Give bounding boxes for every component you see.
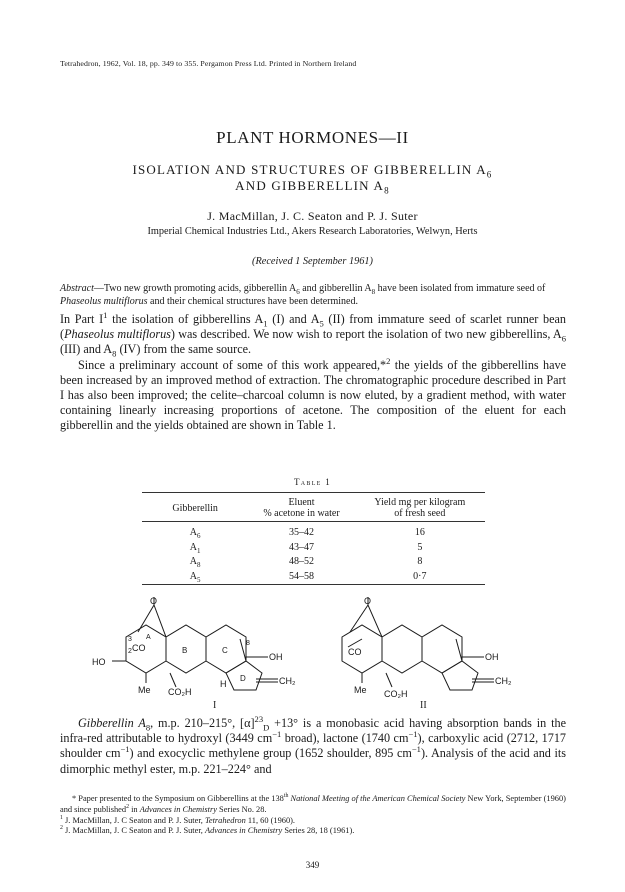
atom-O: O <box>150 596 158 606</box>
abstract-text: —Two new growth promoting acids, gibberellin A <box>93 283 297 294</box>
article-subtitle-line1 <box>0 162 625 178</box>
gib: A <box>189 556 198 567</box>
sup: −1 <box>272 729 282 740</box>
atom-CO2H: CO₂H <box>384 689 408 699</box>
text: Since a preliminary account of some of this work appeared,* <box>78 357 387 372</box>
text: broad), lactone (1740 cm <box>281 731 409 746</box>
text: (I) and A <box>267 312 320 326</box>
footnote-number: 2 <box>60 825 63 832</box>
footnote-1 <box>60 816 566 827</box>
ring-num-3: 3 <box>128 636 132 643</box>
atom-H: H <box>220 679 227 689</box>
text: in <box>129 804 140 814</box>
table-label-text: Table 1 <box>293 477 331 487</box>
atom-CH2: CH₂ <box>495 676 512 686</box>
structure-II-labels <box>348 596 512 699</box>
received-date: (Received 1 September 1961) <box>252 256 373 267</box>
cell-eluent: 43–47 <box>288 541 314 553</box>
atom-OH: OH <box>269 652 283 662</box>
ring-letter-C: C <box>222 646 228 655</box>
sub: 5 <box>319 318 324 329</box>
atom-CO: CO <box>132 643 146 653</box>
abstract-sub: 8 <box>371 288 376 296</box>
structure-label-II: II <box>420 700 427 711</box>
abstract <box>60 282 566 308</box>
sup: 2 <box>126 804 129 810</box>
table-label <box>0 477 625 487</box>
abstract-species: Phaseolus multiflorus <box>60 296 148 307</box>
sup: −1 <box>408 729 418 740</box>
cell-gib <box>142 570 248 585</box>
journal-name: Tetrahedron <box>204 815 246 825</box>
text: J. MacMillan, J. C Seaton and P. J. Suter, <box>62 826 205 836</box>
gib-sub: 5 <box>197 575 201 584</box>
abstract-text: and gibberellin A <box>299 283 372 294</box>
col-header-eluent <box>248 495 354 522</box>
atom-OH: OH <box>485 652 499 662</box>
page-number: 349 <box>305 860 320 870</box>
paragraph-2 <box>60 355 567 434</box>
text: ) was described. We now wish to report the isolation of two new gibberellins, A <box>170 327 562 342</box>
subtitle-line1-text: ISOLATION AND STRUCTURES OF GIBBERELLIN A <box>132 162 487 177</box>
cell-gib <box>142 526 248 541</box>
abstract-sub: 6 <box>296 288 300 296</box>
cell-yield: 16 <box>414 527 425 538</box>
body-paragraphs-intro <box>60 309 567 434</box>
gib-sub: 6 <box>197 532 201 540</box>
col-header-gibberellin: Gibberellin <box>172 502 218 514</box>
text: ) and exocyclic methylene group (1652 shoulder, 895 cm <box>129 746 412 761</box>
author-list: J. MacMillan, J. C. Seaton and P. J. Suter <box>207 209 418 223</box>
text: (III) and A <box>60 342 113 357</box>
affiliation: Imperial Chemical Industries Ltd., Akers Research Laboratories, Welwyn, Herts <box>147 226 478 237</box>
atom-Me: Me <box>138 685 151 695</box>
sub: 1 <box>263 318 268 329</box>
sup: −1 <box>411 744 421 755</box>
text: the yields of the gibberellins have been increased by an improved method of extraction. The chromatographic procedure described in Part I has also been improved; the celite–charcoal column is now eluted, by a gradient method, with water containing linearly increasing proportions of acetone. The composition of the eluent for each gibberellin and the yields obtained are shown in Table 1. <box>60 357 567 433</box>
atom-O: O <box>364 596 372 606</box>
footnotes <box>60 794 566 837</box>
sub: 8 <box>112 348 117 359</box>
text: , m.p. 210–215°, [α] <box>150 716 255 730</box>
atom-HO: HO <box>92 657 106 667</box>
gib: A <box>189 570 198 582</box>
text: 11, 60 (1960). <box>245 815 296 825</box>
cell-eluent: 54–58 <box>288 570 314 582</box>
atom-CH2: CH₂ <box>279 676 296 686</box>
ring-letter-B: B <box>182 646 188 655</box>
abstract-text: and their chemical structures have been determined. <box>147 296 358 307</box>
article-subtitle-line2 <box>0 178 625 194</box>
running-head: Tetrahedron, 1962, Vol. 18, pp. 349 to 355. Pergamon Press Ltd. Printed in Northern Ireland <box>60 59 357 68</box>
text-italic: Advances in Chemistry <box>139 804 217 814</box>
subtitle-line2-subscript: 8 <box>384 185 390 196</box>
cell-eluent: 48–52 <box>288 556 314 567</box>
article-title: PLANT HORMONES—II <box>216 128 409 147</box>
structure-II <box>342 597 494 690</box>
ring-num-2: 2 <box>128 648 132 655</box>
gib-sub: 8 <box>197 561 201 569</box>
text: Series 28, 18 (1961). <box>282 826 355 836</box>
ring-letter-A: A <box>146 634 151 641</box>
cell-eluent: 35–42 <box>288 527 314 538</box>
footnote-number: 1 <box>60 814 63 821</box>
text-italic: National Meeting of the American Chemical Society <box>288 794 466 803</box>
table-row <box>142 541 485 556</box>
subtitle-line2-text: AND GIBBERELLIN A <box>235 178 385 193</box>
text: J. MacMillan, J. C Seaton and P. J. Suter, <box>62 815 205 825</box>
ring-letter-D: D <box>240 674 246 683</box>
cell-yield: 0·7 <box>413 570 427 582</box>
sub: 8 <box>145 722 151 733</box>
ref-sup: 1 <box>103 309 108 320</box>
yield-subtitle: of fresh seed <box>394 508 446 519</box>
gib: A <box>189 527 198 538</box>
sup: th <box>283 793 289 800</box>
abstract-text: have been isolated from immature seed of <box>375 283 546 294</box>
sup: −1 <box>120 744 130 755</box>
table-row <box>142 570 485 585</box>
ring-num-8: 8 <box>246 640 250 647</box>
cell-yield: 8 <box>417 556 423 567</box>
eluent-subtitle: % acetone in water <box>263 508 340 519</box>
col-header-yield <box>355 495 485 522</box>
text: In Part I <box>60 312 104 326</box>
text: (IV) from the same source. <box>116 342 252 357</box>
journal-name: Advances in Chemistry <box>204 826 283 836</box>
paragraph-3 <box>60 713 567 777</box>
gib-sub: 1 <box>197 546 201 555</box>
subtitle-line1-subscript: 6 <box>486 169 493 180</box>
text: Series No. 28. <box>216 804 267 814</box>
table-row <box>142 555 485 570</box>
text: New York, September (1960) and since published <box>60 794 566 814</box>
table-1 <box>142 492 485 587</box>
text: * Paper presented to the Symposium on Gibberellins at the 138 <box>72 794 284 803</box>
yield-title: Yield mg per kilogram <box>374 497 466 508</box>
text: the isolation of gibberellins A <box>107 312 264 326</box>
sub: 6 <box>561 333 566 344</box>
abstract-label: Abstract <box>60 283 94 294</box>
gib: A <box>189 541 198 553</box>
structure-label-I: I <box>213 700 217 711</box>
text: +13° is a monobasic acid having absorption bands in the infra-red attributable to hydroxyl (3449 cm <box>60 716 567 746</box>
table-row <box>142 526 485 541</box>
cell-yield: 5 <box>417 541 423 553</box>
compound-name: Gibberellin A <box>78 716 146 730</box>
sup: 23 <box>254 713 264 724</box>
cell-gib <box>142 555 248 570</box>
text: (II) from immature seed of scarlet runner bean ( <box>60 312 567 342</box>
cell-gib <box>142 541 248 556</box>
sub: D <box>263 722 270 733</box>
atom-CO: CO <box>348 647 362 657</box>
text: ). Analysis of the acid and its dimorphic methyl ester, m.p. 221–224° and <box>60 746 566 776</box>
eluent-title: Eluent <box>288 497 315 508</box>
species: Phaseolus multiflorus <box>64 327 171 342</box>
atom-Me: Me <box>354 685 367 695</box>
footnote-2 <box>60 826 566 837</box>
footnote-star <box>60 794 566 816</box>
atom-CO2H: CO₂H <box>168 687 192 697</box>
ref-sup: 2 <box>386 355 391 366</box>
chemical-structures <box>80 595 550 700</box>
paragraph-1 <box>60 309 567 359</box>
text: ), carboxylic acid (2712, 1717 shoulder cm <box>60 731 567 761</box>
body-paragraph-gibberellin-a8 <box>60 713 567 777</box>
